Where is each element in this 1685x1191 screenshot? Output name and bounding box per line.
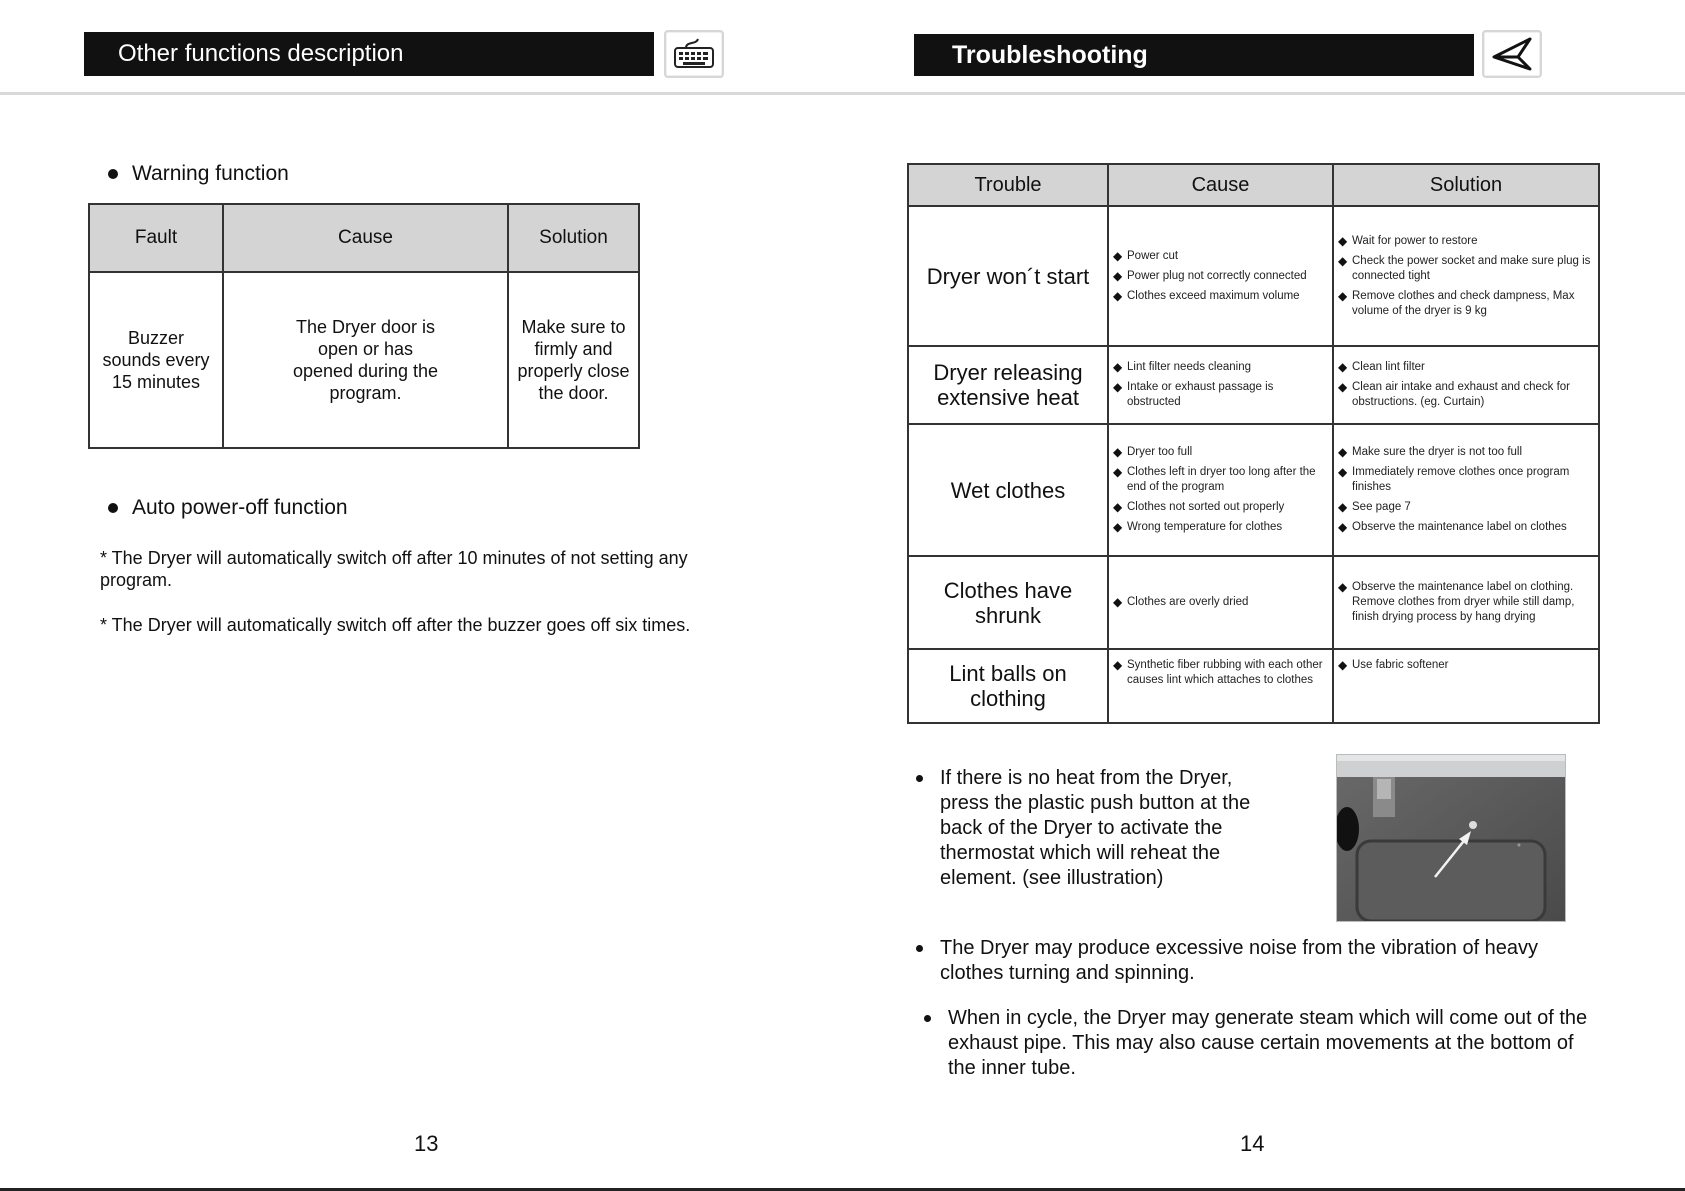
list-item: ◆ Power cut: [1113, 249, 1328, 264]
list-item: ◆ Synthetic fiber rubbing with each other causes lint which attaches to clothes: [1113, 658, 1328, 688]
warning-table: [88, 203, 640, 449]
list-item: ◆ Clothes exceed maximum volume: [1113, 289, 1328, 304]
cause-cell: [1108, 649, 1333, 723]
note-noise: The Dryer may produce excessive noise from the vibration of heavy clothes turning and spinning.: [914, 936, 1594, 986]
trouble-cell: Dryer won´t start: [908, 206, 1108, 346]
list-item: ◆ Power plug not correctly connected: [1113, 269, 1328, 284]
warning-table-header-cause: Cause: [223, 204, 508, 272]
note-steam: When in cycle, the Dryer may generate steam which will come out of the exhaust pipe. This may also cause certain movements at the bottom of the inner tube.: [922, 1006, 1602, 1081]
list-item: ◆ Clothes not sorted out properly: [1113, 500, 1328, 515]
bullet-icon: [108, 503, 118, 513]
header-divider: [0, 92, 1685, 95]
list-item: ◆ Wait for power to restore: [1338, 234, 1594, 249]
keyboard-icon: [664, 30, 724, 78]
left-header-title: Other functions description: [118, 40, 404, 67]
table-row: [908, 649, 1599, 723]
bullet-icon: [108, 169, 118, 179]
warning-fault-cell: Buzzer sounds every 15 minutes: [89, 272, 223, 448]
auto-off-note-1: * The Dryer will automatically switch off after 10 minutes of not setting any program.: [100, 548, 688, 590]
table-row: [908, 556, 1599, 649]
list-item: ◆ Observe the maintenance label on clothes: [1338, 520, 1594, 535]
trouble-cell: Dryer releasing extensive heat: [908, 346, 1108, 424]
paper-plane-icon: [1482, 30, 1542, 78]
bullet-icon: [916, 945, 923, 952]
table-row: [908, 424, 1599, 556]
right-header-title: Troubleshooting: [952, 40, 1148, 69]
list-item: ◆ Immediately remove clothes once program finishes: [1338, 465, 1594, 495]
list-item: ◆ Remove clothes and check dampness, Max volume of the dryer is 9 kg: [1338, 289, 1594, 319]
list-item: ◆ Dryer too full: [1113, 445, 1328, 460]
list-item: ◆ Observe the maintenance label on clothing. Remove clothes from dryer while still damp, finish drying process by hang drying: [1338, 580, 1594, 625]
table-row: [908, 206, 1599, 346]
left-header-bar: [84, 32, 654, 76]
list-item: ◆ Intake or exhaust passage is obstructed: [1113, 380, 1328, 410]
solution-cell: [1333, 424, 1599, 556]
warning-table-header-fault: Fault: [89, 204, 223, 272]
trouble-cell: Wet clothes: [908, 424, 1108, 556]
trouble-header-solution: Solution: [1333, 164, 1599, 206]
warning-cause-cell: The Dryer door is open or has opened during the program.: [223, 272, 508, 448]
list-item: ◆ Clothes are overly dried: [1113, 595, 1328, 610]
solution-cell: [1333, 649, 1599, 723]
list-item: ◆ Lint filter needs cleaning: [1113, 360, 1328, 375]
warning-section-title: Warning function: [108, 162, 289, 186]
cause-cell: [1108, 424, 1333, 556]
illustration-image: [1336, 754, 1566, 922]
cause-cell: [1108, 556, 1333, 649]
troubleshooting-table: [907, 163, 1600, 724]
note-heat-button: If there is no heat from the Dryer, press the plastic push button at the back of the Dryer to activate the thermostat which will reheat the element. (see illustration): [914, 766, 1284, 891]
page-number-left: 13: [414, 1131, 439, 1156]
solution-cell: [1333, 556, 1599, 649]
list-item: ◆ Wrong temperature for clothes: [1113, 520, 1328, 535]
list-item: ◆ Clean lint filter: [1338, 360, 1594, 375]
trouble-cell: Clothes have shrunk: [908, 556, 1108, 649]
trouble-header-cause: Cause: [1108, 164, 1333, 206]
bullet-icon: [924, 1015, 931, 1022]
solution-cell: [1333, 206, 1599, 346]
list-item: ◆ See page 7: [1338, 500, 1594, 515]
trouble-cell: Lint balls on clothing: [908, 649, 1108, 723]
cause-cell: [1108, 346, 1333, 424]
list-item: ◆ Clean air intake and exhaust and check for obstructions. (eg. Curtain): [1338, 380, 1594, 410]
list-item: ◆ Clothes left in dryer too long after the end of the program: [1113, 465, 1328, 495]
auto-off-section-title: Auto power-off function: [108, 496, 348, 520]
list-item: ◆ Use fabric softener: [1338, 658, 1594, 673]
warning-table-header-solution: Solution: [508, 204, 639, 272]
table-row: [908, 346, 1599, 424]
right-header-bar: [914, 34, 1474, 76]
trouble-header-trouble: Trouble: [908, 164, 1108, 206]
list-item: ◆ Check the power socket and make sure plug is connected tight: [1338, 254, 1594, 284]
cause-cell: [1108, 206, 1333, 346]
warning-solution-cell: Make sure to firmly and properly close the door.: [508, 272, 639, 448]
auto-off-note-2: * The Dryer will automatically switch off after the buzzer goes off six times.: [100, 615, 691, 635]
solution-cell: [1333, 346, 1599, 424]
list-item: ◆ Make sure the dryer is not too full: [1338, 445, 1594, 460]
page-number-right: 14: [1240, 1131, 1265, 1156]
bullet-icon: [916, 775, 923, 782]
